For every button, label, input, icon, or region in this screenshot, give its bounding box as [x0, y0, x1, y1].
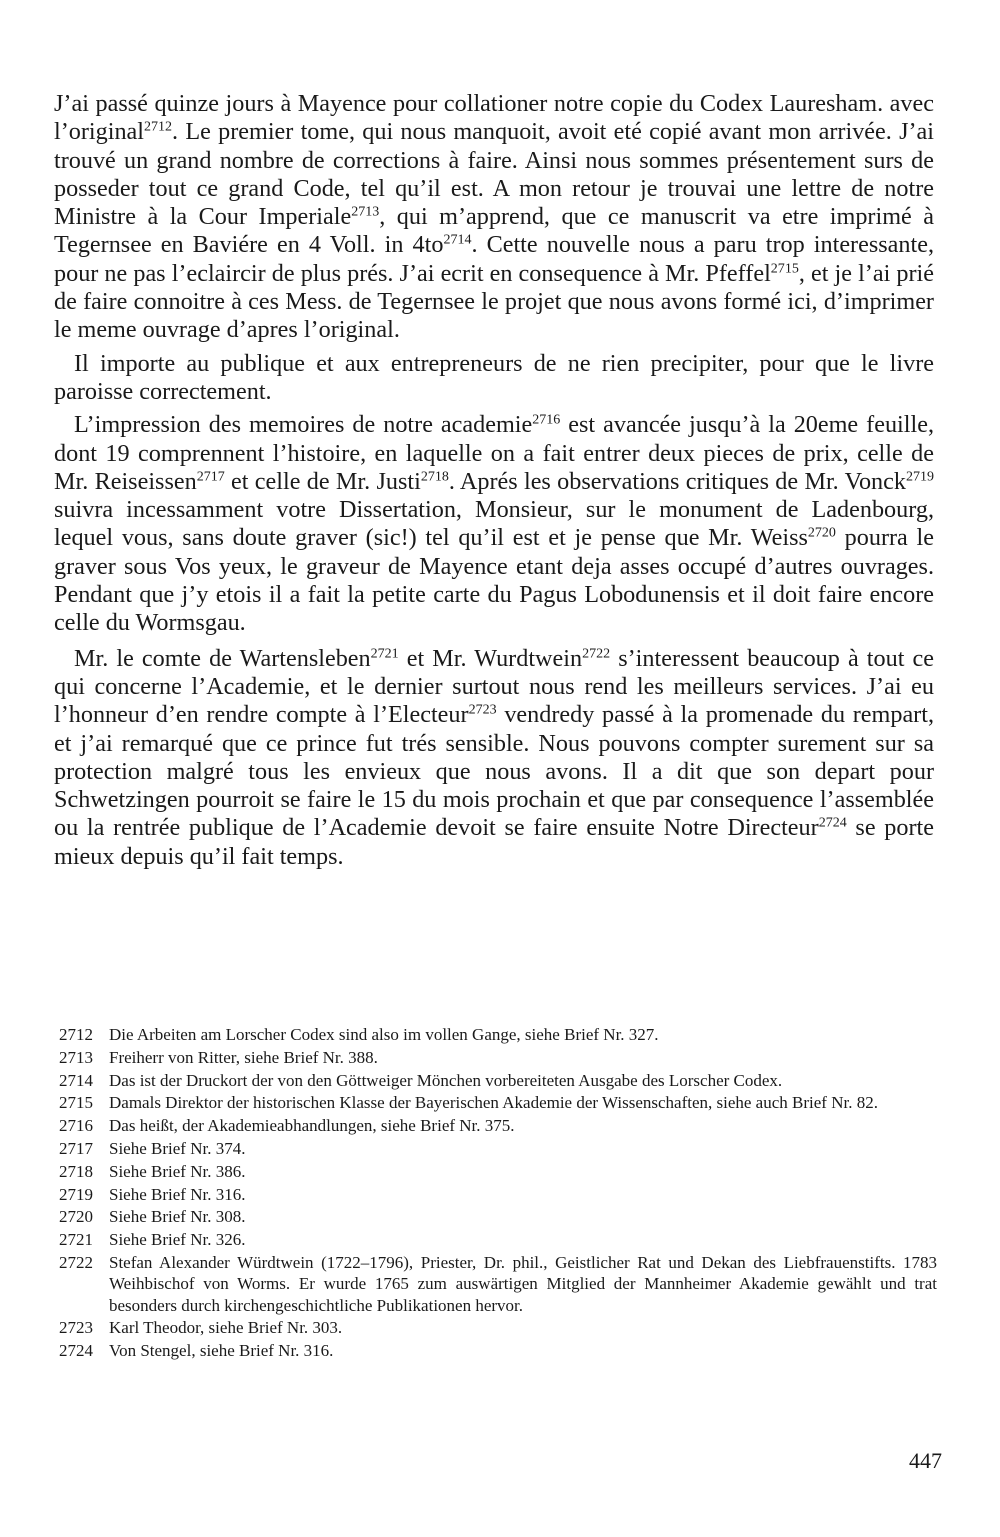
paragraph [54, 350, 934, 407]
footnote-text: Das heißt, der Akademieabhandlungen, siehe Brief Nr. 375. [109, 1116, 515, 1136]
text-run: pourra le graver sous Vos yeux, le graveur de Mayence etant deja asses occupé d’autres ouvrages. Pendant que j’y etois il a fait la petite carte du Pagus Lobodunensis et il doit faire encore celle du Wormsgau. [54, 524, 934, 637]
paragraph [54, 90, 934, 345]
footnotes [59, 1024, 937, 1363]
text-run: et celle de Mr. Justi [224, 467, 421, 495]
footnote-ref: 2723 [468, 701, 497, 718]
text-run: J’ai passé quinze jours à Mayence pour collationer notre copie du Codex Lauresham. avec l’original [54, 90, 934, 146]
footnote [59, 1317, 937, 1338]
footnote-ref: 2724 [818, 814, 847, 831]
footnote [59, 1092, 937, 1113]
footnote-text: Karl Theodor, siehe Brief Nr. 303. [109, 1318, 343, 1338]
footnote-number: 2723 [59, 1318, 93, 1338]
paragraph [54, 645, 934, 871]
footnote-number: 2717 [59, 1138, 93, 1158]
footnote [59, 1115, 937, 1136]
footnote-text: Freiherr von Ritter, siehe Brief Nr. 388. [109, 1047, 378, 1067]
text-run: Mr. le comte de Wartensleben [74, 644, 371, 672]
footnote [59, 1340, 937, 1361]
footnote [59, 1138, 937, 1159]
text-run: . Aprés les observations critiques de Mr. Vonck [448, 467, 906, 495]
text-run: , et je l’ai prié de faire connoitre à ces Mess. de Tegernsee le projet que nous avons formé ici, d’imprimer le meme ouvrage d’apres l’original. [54, 259, 935, 344]
footnote-number: 2722 [59, 1252, 93, 1272]
footnote-text: Damals Direktor der historischen Klasse der Bayerischen Akademie der Wissenschaften, siehe auch Brief Nr. 82. [109, 1093, 878, 1113]
footnote-number: 2716 [59, 1116, 93, 1136]
text-run: . Le premier tome, qui nous manquoit, avoit eté copié avant mon arrivée. J’ai trouvé un grand nombre de corrections à faire. Ainsi nous sommes présentement surs de posseder tout ce grand Code, tel qu’il est. A mon retour je trouvai une lettre de notre Ministre à la Cour Imperiale [54, 118, 934, 231]
text-run: Il importe au publique et aux entrepreneurs de ne rien precipiter, pour que le livre paroisse correctement. [54, 349, 934, 405]
text-run: et Mr. Wurdtwein [398, 644, 583, 672]
letter-body [54, 90, 934, 871]
footnote-text: Siehe Brief Nr. 386. [109, 1161, 246, 1181]
footnote [59, 1229, 937, 1250]
footnote-number: 2721 [59, 1230, 93, 1250]
footnote-ref: 2714 [443, 231, 472, 248]
footnote-ref: 2715 [770, 260, 799, 277]
footnote [59, 1070, 937, 1091]
footnote-text: Siehe Brief Nr. 316. [109, 1184, 246, 1204]
text-run: est avancée jusqu’à la 20eme feuille, dont 19 comprennent l’histoire, en laquelle on a fait entrer deux pieces de prix, celle de Mr. Reiseissen [54, 411, 934, 495]
footnote-ref: 2716 [532, 411, 561, 428]
footnote-ref: 2718 [420, 468, 449, 485]
footnote-ref: 2719 [905, 468, 934, 485]
footnote-number: 2712 [59, 1025, 93, 1044]
footnote [59, 1161, 937, 1182]
footnote [59, 1047, 937, 1068]
footnote-ref: 2722 [582, 644, 611, 661]
footnote-number: 2714 [59, 1070, 93, 1090]
footnote-number: 2720 [59, 1207, 93, 1227]
footnote-number: 2713 [59, 1047, 93, 1067]
footnote-text: Das ist der Druckort der von den Göttweiger Mönchen vorbereiteten Ausgabe des Lorscher Codex. [109, 1070, 783, 1090]
text-run: se porte mieux depuis qu’il fait temps. [54, 814, 934, 870]
footnote-text: Siehe Brief Nr. 374. [109, 1138, 246, 1158]
text-run: suivra incessamment votre Dissertation, Monsieur, sur le monument de Ladenbourg, lequel vous, sans doute graver (sic!) tel qu’il est et je pense que Mr. Weiss [54, 496, 934, 552]
footnote-text: Siehe Brief Nr. 326. [109, 1230, 246, 1250]
footnote [59, 1206, 937, 1227]
footnote-ref: 2720 [807, 524, 836, 541]
footnote [59, 1184, 937, 1205]
text-run: s’interessent beaucoup à tout ce qui concerne l’Academie, et le dernier surtout nous rend les meilleurs services. J’ai eu l’honneur d’en rendre compte à l’Electeur [54, 644, 934, 729]
text-run: , qui m’apprend, que ce manuscrit va etre imprimé à Tegernsee en Baviére en 4 Voll. in 4to [54, 203, 934, 259]
page-number: 447 [909, 1448, 942, 1473]
footnote-number: 2718 [59, 1161, 93, 1181]
footnote-number: 2715 [59, 1093, 93, 1113]
footnote-ref: 2712 [144, 118, 173, 135]
footnote-number: 2719 [59, 1184, 93, 1204]
footnote-text: Stefan Alexander Würdtwein (1722–1796), Priester, Dr. phil., Geistlicher Rat und Dekan des Liebfrauenstifts. 1783 Weihbischof von Worms. Er wurde 1765 zum auswärtigen Mitglied der Mannheimer Akademie gewählt und trat besonders durch kirchengeschichtliche Publikationen hervor. [109, 1252, 937, 1315]
footnote-text: Von Stengel, siehe Brief Nr. 316. [109, 1341, 334, 1361]
text-run: L’impression des memoires de notre academie [74, 411, 533, 439]
text-run: vendredy passé à la promenade du rempart, et j’ai remarqué que ce prince fut trés sensible. Nous pouvons compter surement sur sa protection malgré tous les envieux que nous avons. Il a dit que son depart pour Schwetzingen pourroit se faire le 15 du mois prochain et que par consequence l’assemblée ou la rentrée publique de l’Academie devoit se faire ensuite Notre Directeur [54, 701, 934, 842]
footnote-ref: 2717 [196, 468, 225, 485]
footnote-text: Siehe Brief Nr. 308. [109, 1207, 246, 1227]
footnote-ref: 2721 [370, 644, 399, 661]
footnote [59, 1024, 937, 1045]
footnote-number: 2724 [59, 1341, 93, 1361]
paragraph [54, 411, 934, 637]
footnote [59, 1252, 937, 1316]
text-run: . Cette nouvelle nous a paru trop interessante, pour ne pas l’eclaircir de plus prés. J’ai ecrit en consequence à Mr. Pfeffel [54, 231, 935, 287]
footnote-ref: 2713 [351, 203, 380, 220]
footnote-text: Die Arbeiten am Lorscher Codex sind also im vollen Gange, siehe Brief Nr. 327. [109, 1025, 659, 1044]
